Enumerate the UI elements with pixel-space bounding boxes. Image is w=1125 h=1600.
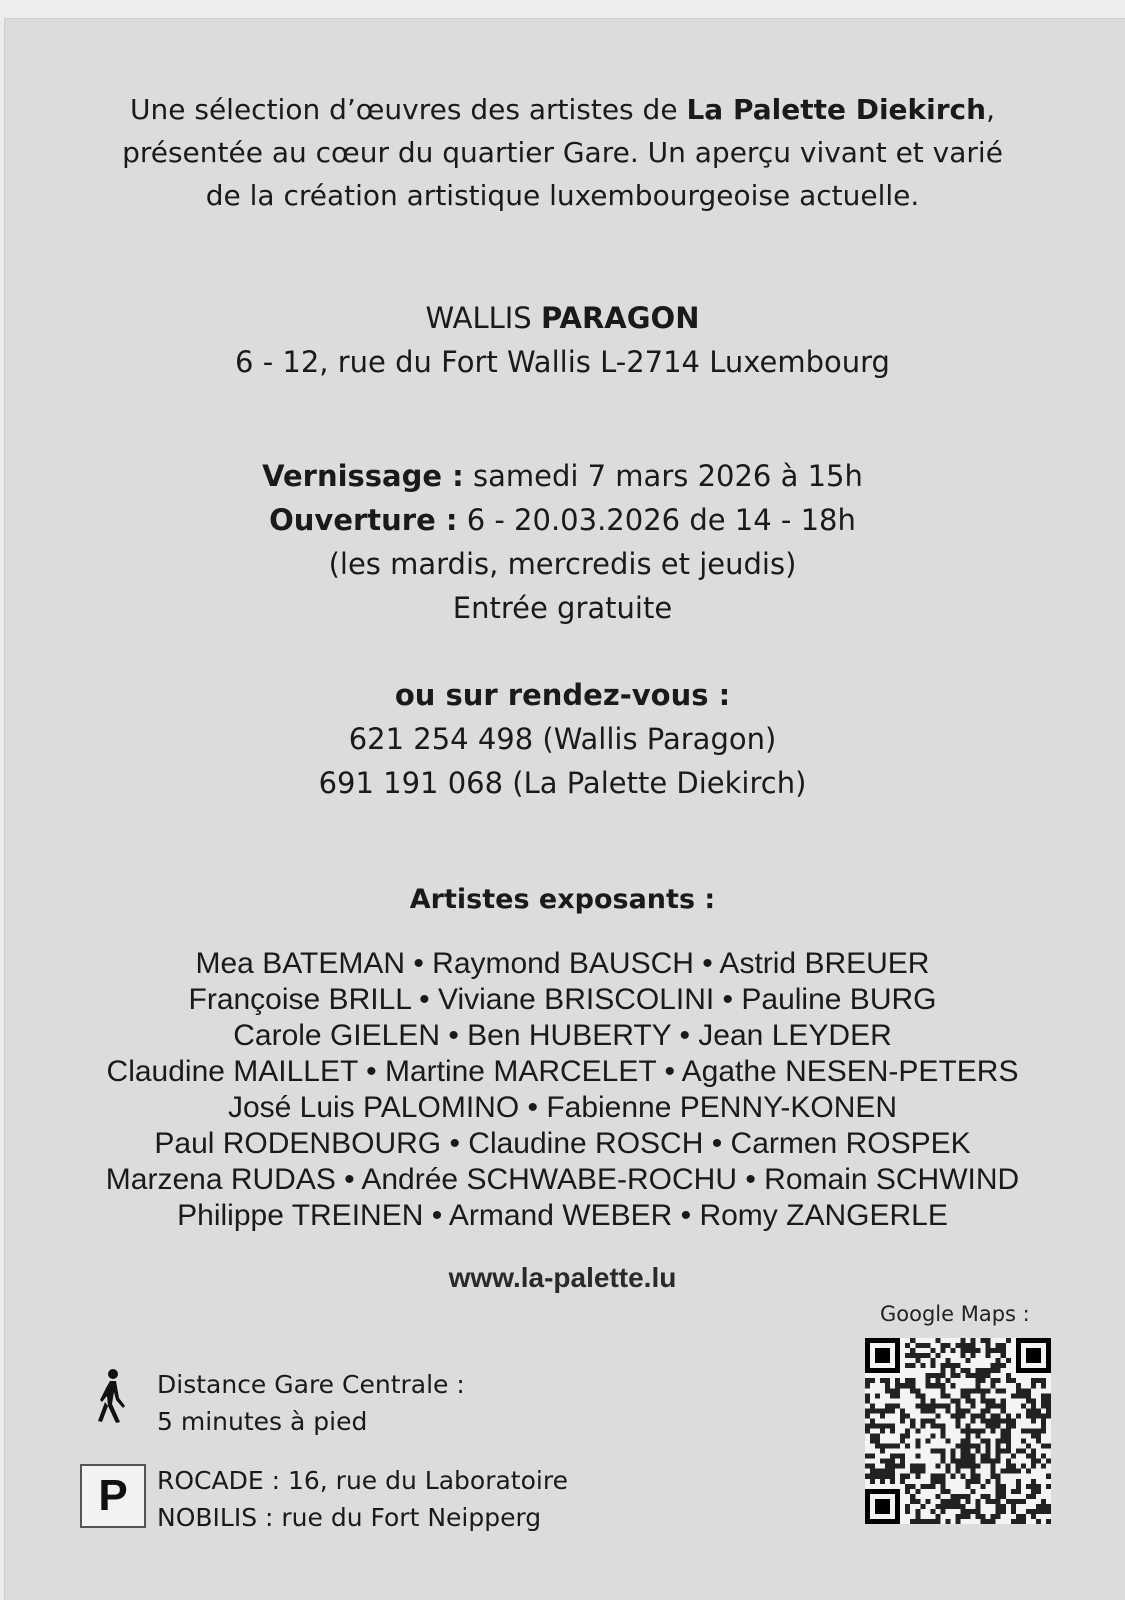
dates-block — [0, 454, 1125, 630]
parking-nobilis: NOBILIS : rue du Fort Neipperg — [157, 1503, 542, 1532]
artists-line: Mea BATEMAN • Raymond BAUSCH • Astrid BREUER — [195, 947, 930, 980]
artists-line: Carole GIELEN • Ben HUBERTY • Jean LEYDER — [233, 1019, 892, 1052]
phone-palette: 691 191 068 (La Palette Diekirch) — [318, 766, 807, 800]
artists-list — [0, 946, 1125, 1234]
venue-block — [0, 296, 1125, 384]
qr-code[interactable] — [865, 1338, 1051, 1524]
parking-info — [157, 1462, 568, 1536]
artists-line: Philippe TREINEN • Armand WEBER • Romy ZANGERLE — [177, 1199, 948, 1232]
intro-line1: Une sélection d’œuvres des artistes de — [129, 93, 687, 126]
appointment-block — [0, 673, 1125, 805]
walk-duration: 5 minutes à pied — [157, 1407, 368, 1436]
opening-days: (les mardis, mercredis et jeudis) — [328, 547, 797, 581]
intro-org-name: La Palette Diekirch — [686, 93, 987, 126]
google-maps-label: Google Maps : — [880, 1302, 1030, 1326]
parking-icon: P — [80, 1464, 146, 1528]
artists-title: Artistes exposants : — [409, 884, 716, 915]
intro-text: Une sélection d’œuvres des artistes de La Palette Diekirch, présentée au cœur du quartier Gare. Un aperçu vivant et varié de la création artistique luxembourgeoise actuelle. — [0, 88, 1125, 217]
artists-line: Marzena RUDAS • Andrée SCHWABE-ROCHU • Romain SCHWIND — [105, 1163, 1020, 1196]
ouverture-line: Ouverture : 6 - 20.03.2026 de 14 - 18h — [269, 503, 856, 537]
artists-line: Françoise BRILL • Viviane BRISCOLINI • Pauline BURG — [188, 983, 937, 1016]
appointment-title: ou sur rendez-vous : — [394, 678, 731, 712]
parking-rocade: ROCADE : 16, rue du Laboratoire — [157, 1466, 568, 1495]
walk-info — [157, 1366, 465, 1440]
intro-line2: présentée au cœur du quartier Gare. Un aperçu vivant et varié — [122, 136, 1003, 169]
vernissage-line: Vernissage : samedi 7 mars 2026 à 15h — [262, 459, 863, 493]
walk-distance-label: Distance Gare Centrale : — [157, 1370, 465, 1399]
website-link[interactable]: www.la-palette.lu — [448, 1262, 677, 1293]
artists-line: Paul RODENBOURG • Claudine ROSCH • Carmen ROSPEK — [154, 1127, 971, 1160]
artists-line: Claudine MAILLET • Martine MARCELET • Agathe NESEN-PETERS — [106, 1055, 1019, 1088]
pedestrian-icon — [94, 1368, 132, 1424]
venue-name: WALLIS PARAGON — [425, 301, 700, 335]
intro-line3: de la création artistique luxembourgeoise actuelle. — [205, 179, 920, 212]
entry-info: Entrée gratuite — [452, 591, 673, 625]
phone-wallis: 621 254 498 (Wallis Paragon) — [348, 722, 777, 756]
venue-address: 6 - 12, rue du Fort Wallis L-2714 Luxembourg — [235, 345, 890, 379]
artists-line: José Luis PALOMINO • Fabienne PENNY-KONEN — [227, 1091, 898, 1124]
